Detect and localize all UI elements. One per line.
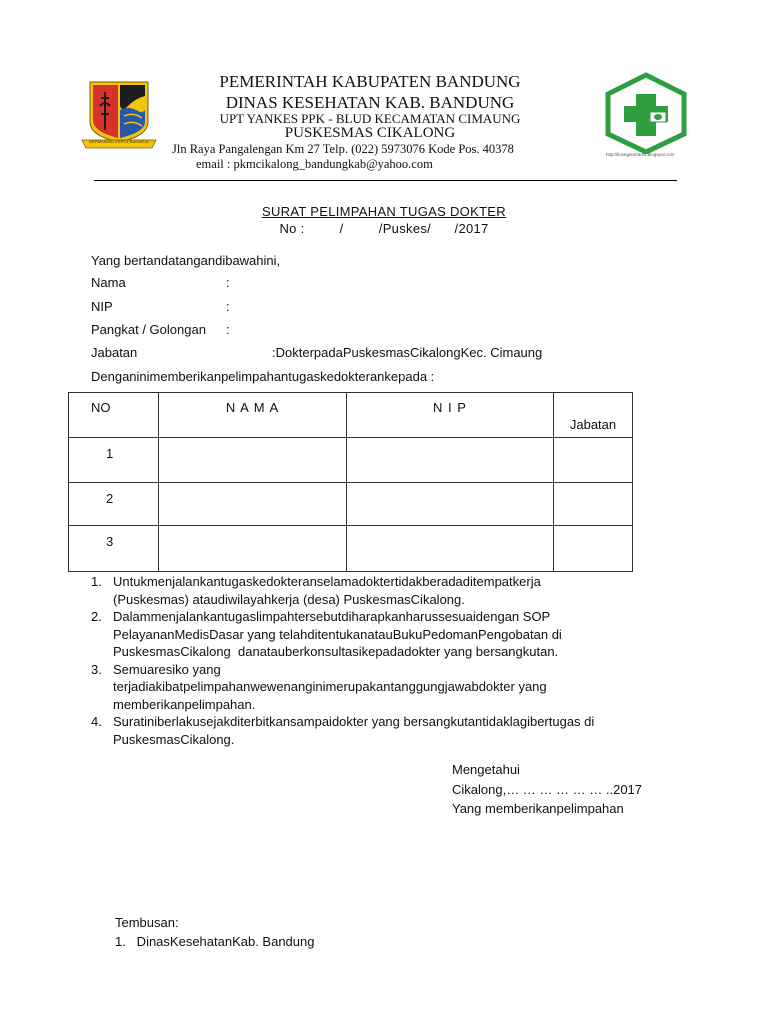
list-item-line: PuskesmasCikalong. bbox=[113, 731, 235, 747]
field-label-nip: NIP bbox=[91, 299, 113, 314]
puskesmas-cross-logo-icon bbox=[602, 72, 690, 154]
table-row bbox=[69, 438, 633, 483]
header-line-3: UPT YANKES PPK - BLUD KECAMATAN CIMAUNG bbox=[219, 111, 521, 126]
table-header-no: NO bbox=[69, 393, 159, 438]
list-item-number: 3. bbox=[91, 661, 102, 677]
table-cell-nama[interactable] bbox=[159, 438, 347, 483]
logo-caption: http://ilovegambarku.blogspot.com bbox=[606, 152, 675, 157]
list-item-line: Dalammenjalankantugaslimpahtersebutdiharapkanharussesuaidengan SOP bbox=[113, 609, 551, 624]
points-list bbox=[91, 573, 661, 748]
table-cell-nip[interactable] bbox=[347, 438, 554, 483]
tembusan-item: 1. DinasKesehatanKab. Bandung bbox=[115, 934, 315, 949]
signature-role: Yang memberikanpelimpahan bbox=[452, 801, 624, 816]
table-cell-nip[interactable] bbox=[347, 483, 554, 526]
tembusan-label: Tembusan: bbox=[115, 915, 179, 930]
list-item bbox=[91, 573, 661, 608]
table-cell-jabatan[interactable] bbox=[554, 483, 633, 526]
field-label-nama: Nama bbox=[91, 275, 126, 290]
letter-title: SURAT PELIMPAHAN TUGAS DOKTER bbox=[262, 204, 506, 219]
field-value-nip: : bbox=[226, 299, 230, 314]
list-item-line: PelayananMedisDasar yang telahditentukanatauBukuPedomanPengobatan di bbox=[113, 626, 562, 642]
field-value-nama: : bbox=[226, 275, 230, 290]
table-header-nip: N I P bbox=[347, 393, 554, 438]
list-item-number: 4. bbox=[91, 714, 102, 729]
list-item bbox=[91, 713, 661, 748]
header-line-1: PEMERINTAH KABUPATEN BANDUNG bbox=[219, 72, 521, 91]
list-item-line: memberikanpelimpahan. bbox=[113, 696, 256, 712]
table-row bbox=[69, 483, 633, 526]
signature-place-date: Cikalong,… … … … … … ..2017 bbox=[452, 781, 643, 797]
header-line-2: DINAS KESEHATAN KAB. BANDUNG bbox=[225, 93, 515, 112]
table-cell-jabatan[interactable] bbox=[554, 438, 633, 483]
delegation-text: Denganinimemberikanpelimpahantugaskedokterankepada : bbox=[91, 369, 435, 384]
delegate-table bbox=[68, 392, 633, 572]
table-cell-no: 3 bbox=[69, 526, 159, 572]
header-line-4: PUSKESMAS CIKALONG bbox=[284, 125, 456, 141]
letter-number: No : / /Puskes/ /2017 bbox=[279, 221, 489, 236]
table-cell-nama[interactable] bbox=[159, 526, 347, 572]
signature-block bbox=[452, 760, 642, 819]
table-cell-no: 2 bbox=[69, 483, 159, 526]
tembusan-block bbox=[115, 913, 314, 951]
table-header-jabatan: Jabatan bbox=[554, 393, 633, 438]
list-item-line: Semuaresiko yang bbox=[113, 661, 221, 677]
list-item-line: Suratiniberlakusejakditerbitkansampaidokter yang bersangkutantidaklagibertugas di bbox=[113, 714, 595, 729]
intro-text: Yang bertandatangandibawahini, bbox=[91, 253, 281, 268]
field-value-pangkat: : bbox=[226, 322, 230, 337]
table-cell-no: 1 bbox=[69, 438, 159, 483]
list-item-line: PuskesmasCikalong danatauberkonsultasikepadadokter yang bersangkutan. bbox=[113, 644, 559, 659]
signature-mengetahui: Mengetahui bbox=[452, 762, 520, 777]
field-value-jabatan: :DokterpadaPuskesmasCikalongKec. Cimaung bbox=[272, 345, 543, 360]
emblem-motto: SEPANJANG KERTA RAHARJA bbox=[89, 139, 149, 144]
field-label-pangkat: Pangkat / Golongan bbox=[91, 322, 206, 337]
list-item bbox=[91, 608, 661, 661]
header-email: email : pkmcikalong_bandungkab@yahoo.com bbox=[196, 157, 433, 171]
table-cell-nama[interactable] bbox=[159, 483, 347, 526]
table-cell-jabatan[interactable] bbox=[554, 526, 633, 572]
table-row bbox=[69, 526, 633, 572]
table-header-row bbox=[69, 393, 633, 438]
table-cell-nip[interactable] bbox=[347, 526, 554, 572]
list-item-line: (Puskesmas) ataudiwilayahkerja (desa) PuskesmasCikalong. bbox=[113, 591, 465, 607]
list-item-line: Untukmenjalankantugaskedokteranselamadoktertidakberadaditempatkerja bbox=[113, 574, 541, 589]
header-address: Jln Raya Pangalengan Km 27 Telp. (022) 5973076 Kode Pos. 40378 bbox=[172, 142, 514, 156]
header-divider bbox=[94, 180, 677, 181]
field-label-jabatan: Jabatan bbox=[91, 345, 138, 360]
list-item-line: terjadiakibatpelimpahanwewenanginimerupakantanggungjawabdokter yang bbox=[113, 679, 547, 694]
list-item bbox=[91, 661, 661, 714]
list-item-number: 1. bbox=[91, 574, 102, 589]
list-item-number: 2. bbox=[91, 609, 102, 624]
table-header-nama: N A M A bbox=[159, 393, 347, 438]
